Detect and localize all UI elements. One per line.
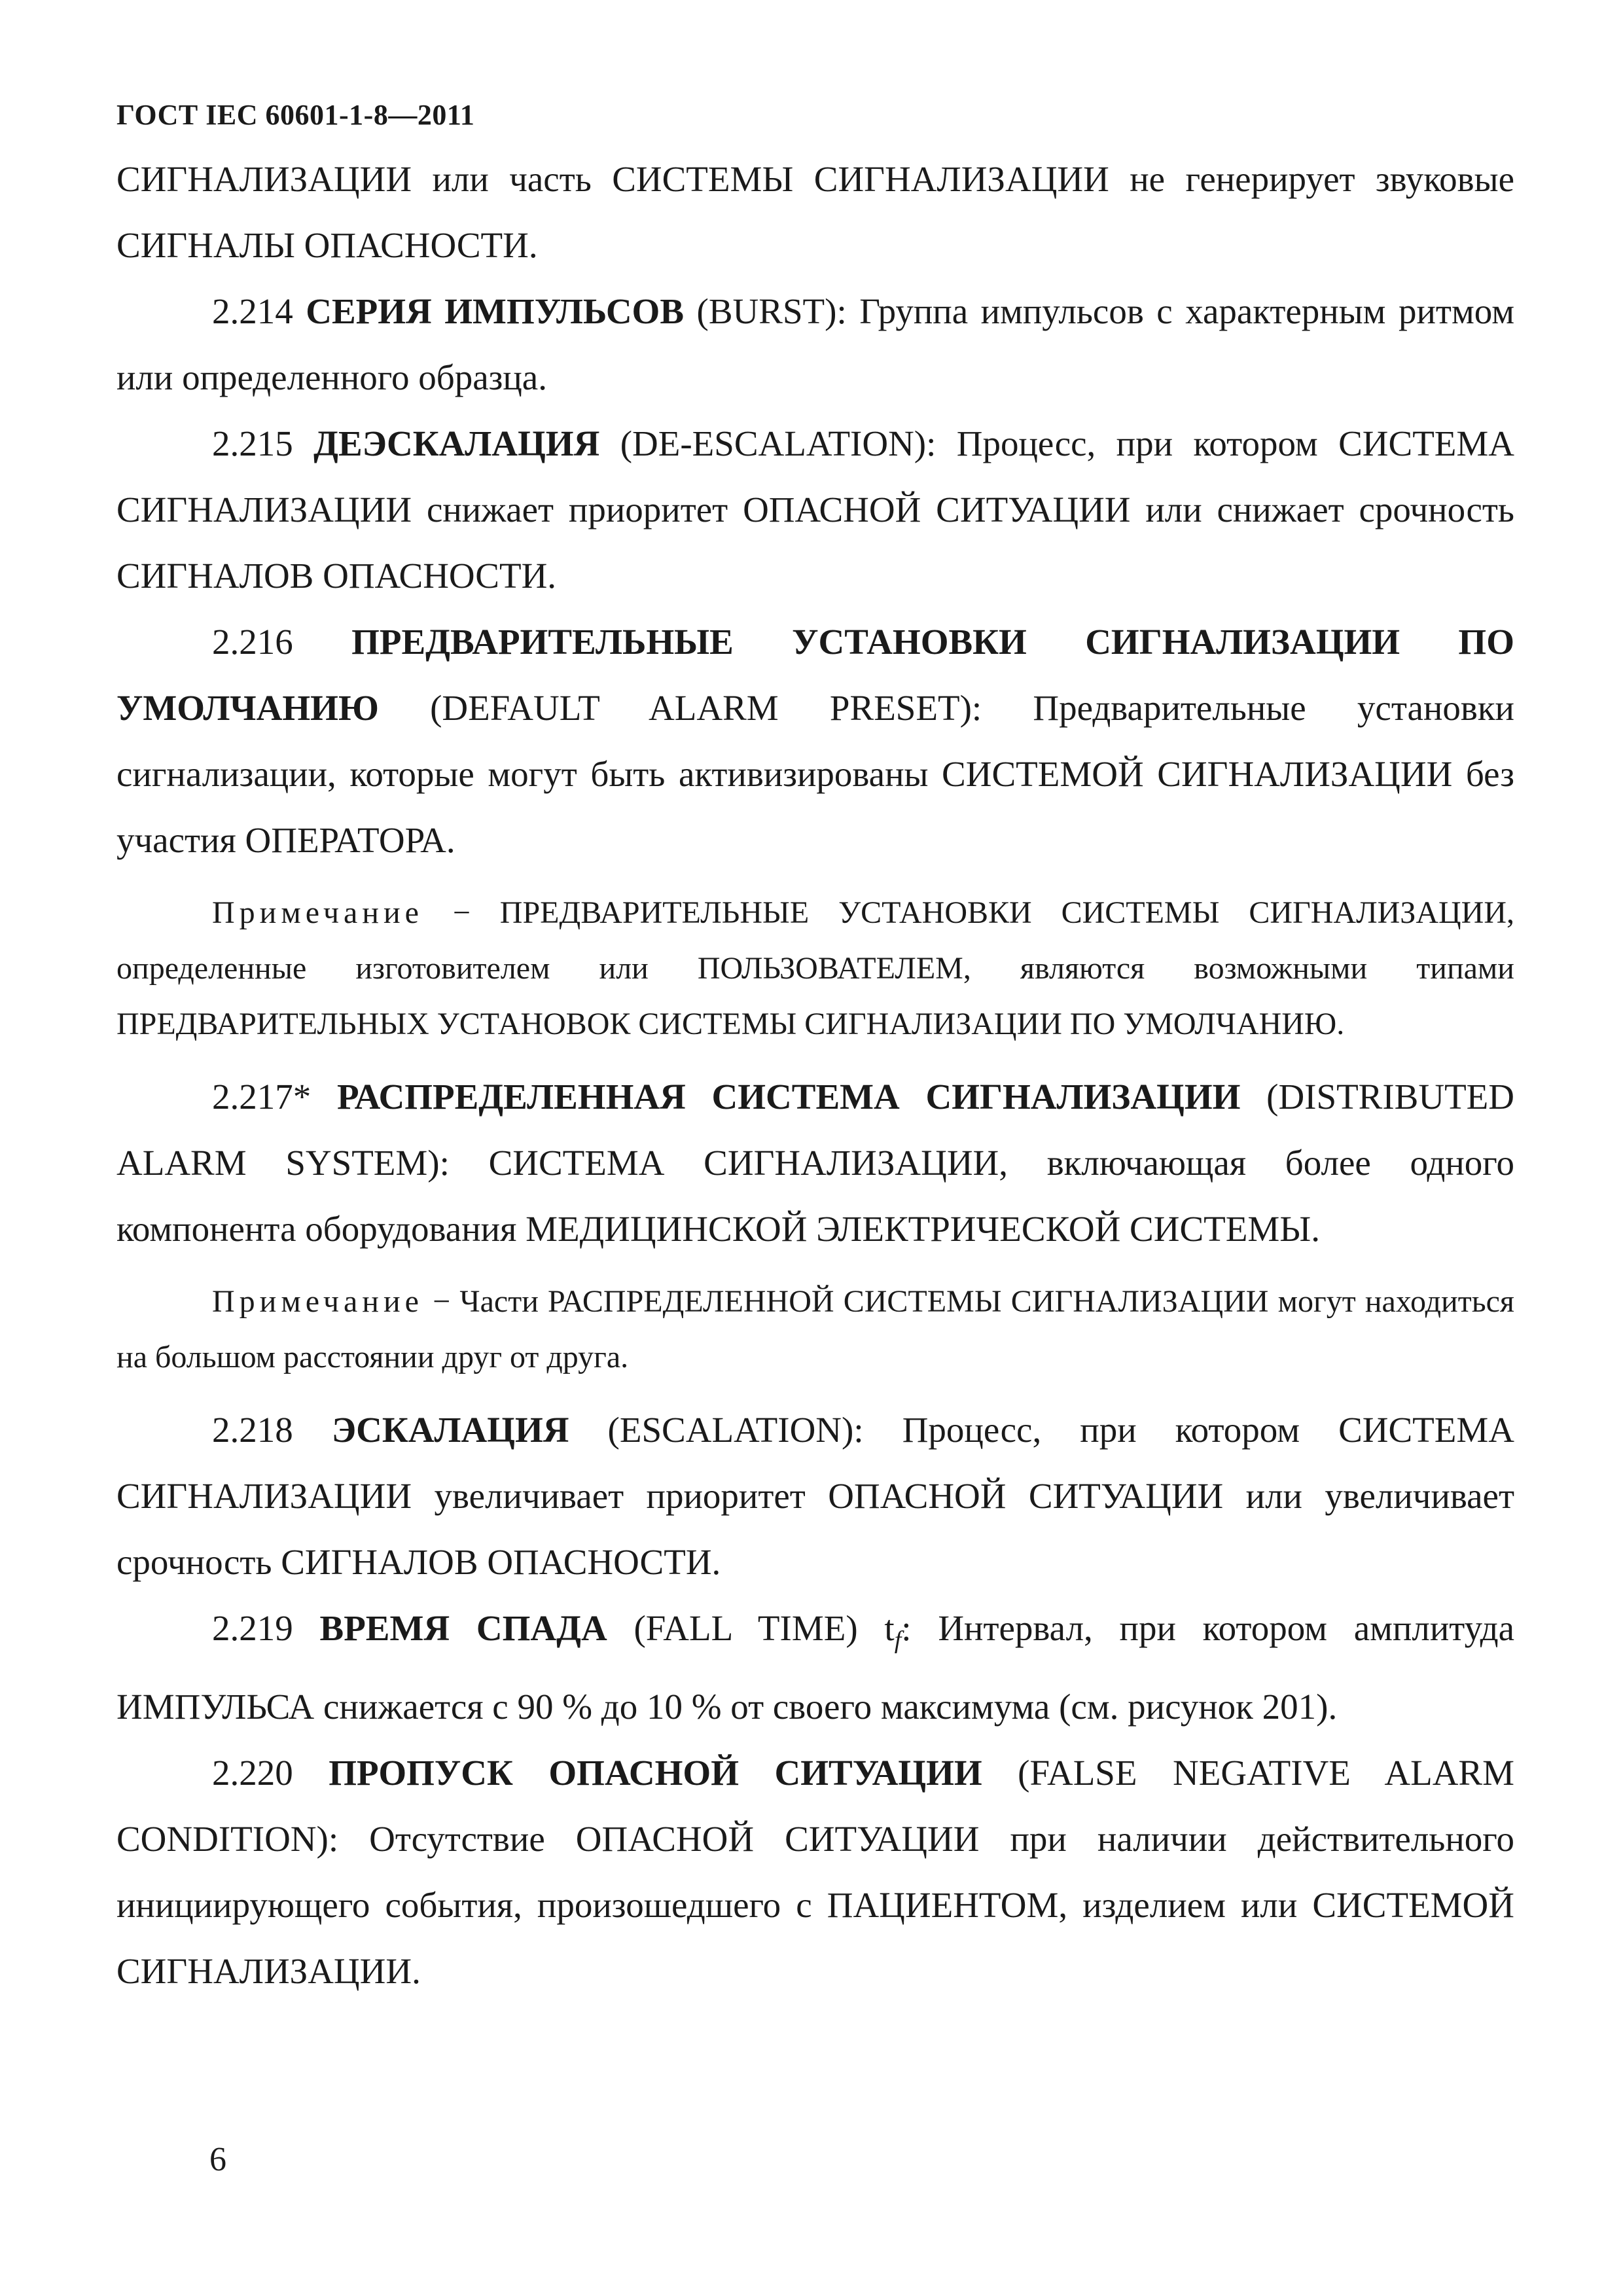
definition-2-218: [116, 1397, 1514, 1595]
definition-term: ПРОПУСК ОПАСНОЙ СИТУАЦИИ: [329, 1753, 982, 1793]
definition-number: 2.215: [212, 423, 293, 463]
note-dash: −: [423, 1284, 460, 1319]
page-number: 6: [209, 2141, 226, 2178]
definition-text: (FALSE NEGATIVE ALARM CONDITION): Отсутствие ОПАСНОЙ СИТУАЦИИ при наличии действительного инициирующего события, произошедшего с ПАЦИЕНТОМ, изделием или СИСТЕМОЙ СИГНАЛИЗАЦИИ.: [116, 1753, 1515, 1991]
definition-number: 2.214: [212, 291, 293, 331]
definition-number: 2.216: [212, 622, 293, 662]
definition-text: (DEFAULT ALARM PRESET): Предварительные установки сигнализации, которые могут быть активизированы СИСТЕМОЙ СИГНАЛИЗАЦИИ без участия ОПЕРАТОРА.: [116, 688, 1514, 860]
definition-number: 2.218: [212, 1410, 293, 1450]
note-label: Примечание: [212, 1284, 423, 1319]
document-header: ГОСТ IEC 60601-1-8—2011: [116, 99, 475, 131]
continuation-paragraph: СИГНАЛИЗАЦИИ или часть СИСТЕМЫ СИГНАЛИЗАЦИИ не генерирует звуковые СИГНАЛЫ ОПАСНОСТИ.: [116, 159, 1514, 265]
definition-term: РАСПРЕДЕЛЕННАЯ СИСТЕМА СИГНАЛИЗАЦИИ: [337, 1077, 1241, 1117]
definition-2-219: [116, 1595, 1514, 1740]
definition-2-214: [116, 278, 1514, 410]
note-text: Части РАСПРЕДЕЛЕННОЙ СИСТЕМЫ СИГНАЛИЗАЦИИ могут находиться на большом расстоянии друг от друга.: [116, 1284, 1514, 1374]
note-text: ПРЕДВАРИТЕЛЬНЫЕ УСТАНОВКИ СИСТЕМЫ СИГНАЛИЗАЦИИ, определенные изготовителем или ПОЛЬЗОВАТЕЛЕМ, являются возможными типами ПРЕДВАРИТЕЛЬНЫХ УСТАНОВОК СИСТЕМЫ СИГНАЛИЗАЦИИ ПО УМОЛЧАНИЮ.: [116, 895, 1514, 1041]
definition-number: 2.217*: [212, 1077, 312, 1117]
definition-term: СЕРИЯ ИМПУЛЬСОВ: [306, 291, 685, 331]
definition-term: ПРЕДВАРИТЕЛЬНЫЕ УСТАНОВКИ СИГНАЛИЗАЦИИ ПО УМОЛЧАНИЮ: [116, 622, 1514, 728]
definition-term: ЭСКАЛАЦИЯ: [331, 1410, 569, 1450]
definition-2-220: [116, 1740, 1514, 2004]
definition-2-216: [116, 609, 1514, 873]
subscript-f: f: [894, 1626, 902, 1654]
note-dash: −: [423, 895, 500, 930]
note-2-216: [116, 885, 1514, 1052]
definition-term: ВРЕМЯ СПАДА: [319, 1608, 607, 1648]
definition-number: 2.220: [212, 1753, 293, 1793]
definition-number: 2.219: [212, 1608, 293, 1648]
document-page: [116, 98, 1514, 2004]
definition-2-217: [116, 1064, 1514, 1262]
definition-2-215: [116, 410, 1514, 609]
definition-text: (ESCALATION): Процесс, при котором СИСТЕМА СИГНАЛИЗАЦИИ увеличивает приоритет ОПАСНОЙ СИТУАЦИИ или увеличивает срочность СИГНАЛОВ ОПАСНОСТИ.: [116, 1410, 1515, 1582]
definition-text: (BURST): Группа импульсов с характерным ритмом или определенного образца.: [116, 291, 1515, 397]
definition-text-prefix: (FALL TIME) t: [607, 1608, 895, 1648]
note-2-217: [116, 1274, 1514, 1385]
definition-text: (DE-ESCALATION): Процесс, при котором СИСТЕМА СИГНАЛИЗАЦИИ снижает приоритет ОПАСНОЙ СИТУАЦИИ или снижает срочность СИГНАЛОВ ОПАСНОСТИ.: [116, 423, 1515, 596]
definition-term: ДЕЭСКАЛАЦИЯ: [313, 423, 600, 463]
note-label: Примечание: [212, 895, 423, 930]
definition-text: (DISTRIBUTED ALARM SYSTEM): СИСТЕМА СИГНАЛИЗАЦИИ, включающая более одного компонента оборудования МЕДИЦИНСКОЙ ЭЛЕКТРИЧЕСКОЙ СИСТЕМЫ.: [116, 1077, 1514, 1249]
definition-text: : Интервал, при котором амплитуда ИМПУЛЬСА снижается с 90 % до 10 % от своего максимума (см. рисунок 201).: [116, 1608, 1514, 1727]
